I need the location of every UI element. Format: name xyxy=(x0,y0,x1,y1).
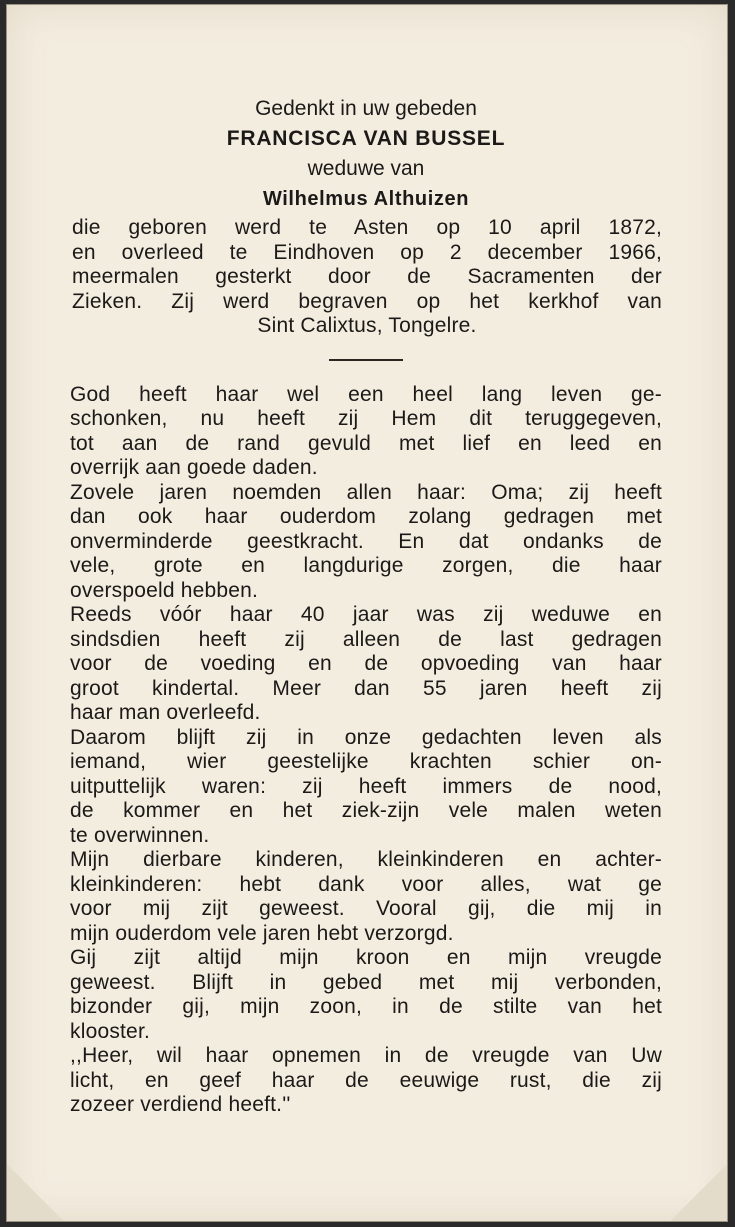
text-line: ,,Heer, wil haar opnemen in de vreugde van Uw xyxy=(70,1044,662,1067)
text-line: klooster. xyxy=(70,1019,151,1043)
text-line: licht, en geef haar de eeuwige rust, die zij xyxy=(70,1068,662,1092)
text-line: Daarom blijft zij in onze gedachten leven als xyxy=(70,725,662,749)
text-line: sindsdien heeft zij alleen de last gedragen xyxy=(70,627,662,651)
text-line: Zieken. Zij werd begraven op het kerkhof van xyxy=(72,289,662,313)
text-line: kleinkinderen: hebt dank voor alles, wat ge xyxy=(70,872,662,896)
text-line: God heeft haar wel een heel lang leven ge- xyxy=(70,382,662,406)
text-line: haar man overleefd. xyxy=(70,701,261,724)
text-line: Mijn dierbare kinderen, kleinkinderen en achter- xyxy=(70,848,662,871)
text-line: die geboren werd te Asten op 10 april 1872, xyxy=(72,216,662,239)
card-content xyxy=(70,94,662,1118)
text-line: en overleed te Eindhoven op 2 december 1966, xyxy=(72,240,662,264)
text-line: meermalen gesterkt door de Sacramenten der xyxy=(72,265,662,288)
text-line: zozeer verdiend heeft.'' xyxy=(70,1093,291,1116)
text-line: te overwinnen. xyxy=(70,823,210,847)
intro-text: Gedenkt in uw gebeden xyxy=(255,97,477,120)
memorial-text xyxy=(70,383,662,1118)
deceased-name: FRANCISCA VAN BUSSEL xyxy=(226,127,506,150)
text-line: tot aan de rand gevuld met lief en leed en xyxy=(70,431,662,455)
text-line: de kommer en het ziek-zijn vele malen weten xyxy=(70,799,662,822)
text-line: overspoeld hebben. xyxy=(70,578,259,602)
text-line: schonken, nu heeft zij Hem dit teruggegeven, xyxy=(70,407,662,430)
text-line: vele, grote en langdurige zorgen, die haar xyxy=(70,554,662,577)
text-line: voor de voeding en de opvoeding van haar xyxy=(70,652,662,675)
biography-paragraph xyxy=(70,216,662,339)
worn-corner-bottom-left xyxy=(7,1151,77,1221)
husband-name: Wilhelmus Althuizen xyxy=(262,188,470,210)
text-line: geweest. Blijft in gebed met mij verbonden, xyxy=(70,970,662,994)
text-line: Reeds vóór haar 40 jaar was zij weduwe en xyxy=(70,603,662,626)
divider-line xyxy=(329,359,403,361)
text-line: onverminderde geestkracht. En dat ondanks de xyxy=(70,529,662,553)
text-line: Zovele jaren noemden allen haar: Oma; zij heeft xyxy=(70,480,662,504)
text-line: Sint Calixtus, Tongelre. xyxy=(257,314,477,337)
worn-corner-bottom-right xyxy=(657,1151,727,1221)
text-line: uitputtelijk waren: zij heeft immers de nood, xyxy=(70,774,662,798)
text-line: bizonder gij, mijn zoon, in de stilte van het xyxy=(70,995,662,1018)
text-line: Gij zijt altijd mijn kroon en mijn vreugde xyxy=(70,946,662,969)
text-line: iemand, wier geestelijke krachten schier on- xyxy=(70,750,662,773)
text-line: voor mij zijt geweest. Vooral gij, die mij in xyxy=(70,897,662,920)
text-line: mijn ouderdom vele jaren hebt verzorgd. xyxy=(70,921,454,945)
text-line: dan ook haar ouderdom zolang gedragen met xyxy=(70,505,662,528)
text-line: groot kindertal. Meer dan 55 jaren heeft zij xyxy=(70,676,662,700)
text-line: overrijk aan goede daden. xyxy=(70,456,318,479)
relation-text: weduwe van xyxy=(307,157,425,180)
